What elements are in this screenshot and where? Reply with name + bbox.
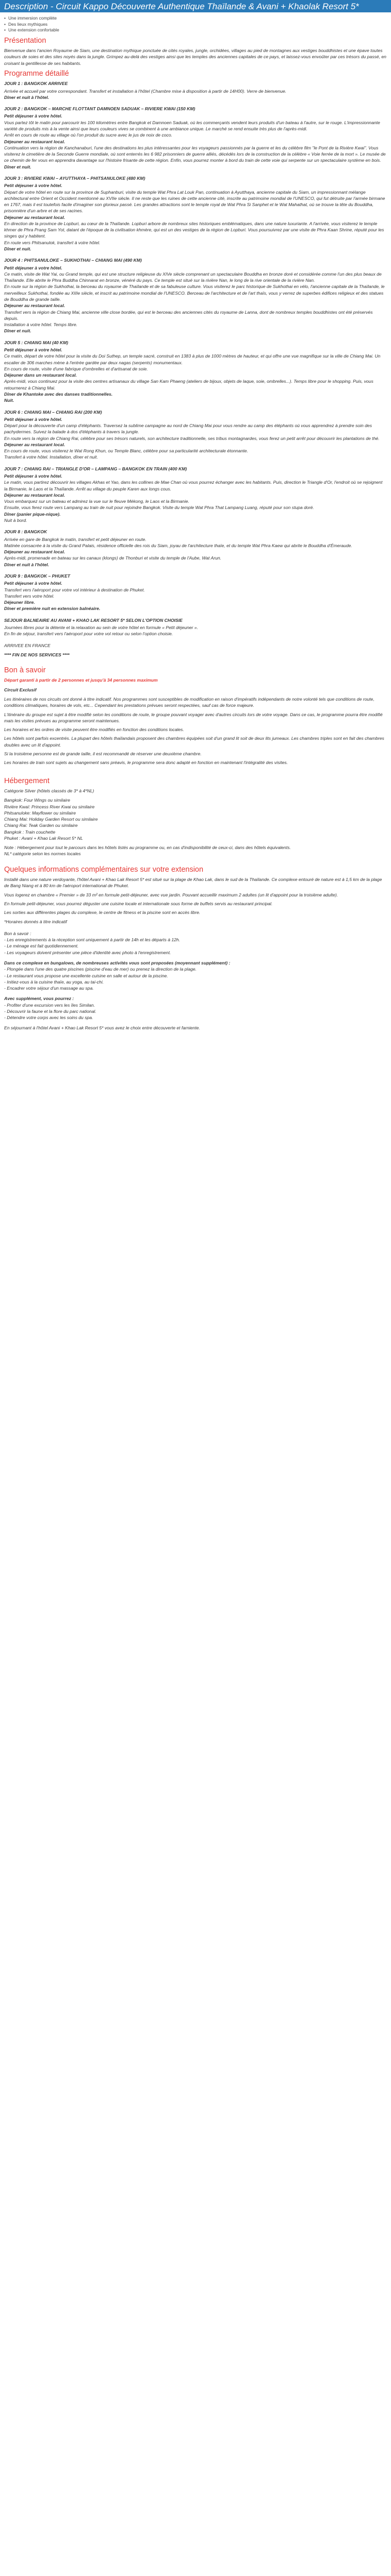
day-5 [4, 340, 387, 404]
page-title: Description - Circuit Kappo Découverte Authentique Thaïlande & Avani + Khaolak Resort 5* [0, 0, 391, 12]
spacer [0, 769, 391, 774]
day-line: Petit déjeuner à votre hôtel. [4, 473, 62, 479]
programme-content [0, 80, 391, 658]
day-line: Après-midi, promenade en bateau sur les canaux (klongs) de Thonburi et visite du temple de l'Aube, Wat Arun. [4, 555, 222, 561]
infos-para: En formule petit-déjeuner, vous pourrez déguster une cuisine locale et internationale sous forme de buffets servis au restaurant principal. [4, 901, 273, 906]
day-line: Petit déjeuner à votre hôtel. [4, 265, 62, 270]
infos-para: Vous logerez en chambre « Premier » de 33 m² en formule petit-déjeuner, avec vue jardin. Pouvant accueillir maximum 2 adultes (un lit d'appoint pour la troisième adulte). [4, 892, 338, 897]
hebergement-line: Phitsanuloke: Mayflower ou similaire [4, 810, 76, 816]
infos-avec-title: Avec supplément, vous pourrez : [4, 996, 74, 1002]
infos-para: Les sorties aux différentes plages du complexe, le centre de fitness et la piscine sont en accès libre. [4, 910, 201, 916]
day-line: Déjeuner au restaurant local. [4, 303, 65, 309]
day-title: JOUR 5 : CHIANG MAI (40 KM) [4, 340, 69, 345]
day-line: Transfert à votre hôtel. Installation, dîner et nuit. [4, 454, 98, 460]
bon-savoir-para: Si la troisième personne est de grande taille, il est recommandé de réserver une deuxième chambre. [4, 751, 202, 756]
list-item: - Les voyageurs doivent présenter une pièce d'identité avec photo à l'enregistrement. [4, 950, 171, 955]
day-line: Petit déjeuner à votre hôtel. [4, 113, 62, 119]
day-line: Départ de votre hôtel en route sur la province de Suphanburi, visite du temple Wat Phra Lat Louk Pan, continuation à Ayutthaya, ancienne capitale du Siam, un impressionnant mélange architectural entre Orient et Occident mentionné au XVIIe siècle. Il ne reste que les ruines de cette ancienne cité, inscrite au patrimoine mondial de l'UNESCO, qui fut détruite par l'armée birmane en 1767, mais il est toutefois facile d'imaginer son glorieux passé. Les grandes attractions sont le temple royal de Wat Phra Si Sanphet et le Wat Mahathat, où se trouve la tête du Bouddha, prisonnière d'un arbre et de ses racines. [4, 189, 385, 214]
day-title: JOUR 1 : BANGKOK ARRIVEE [4, 81, 68, 87]
day-line: Journées libres pour la détente et la relaxation au sein de votre hôtel en formule « Petit déjeuner ». [4, 624, 198, 630]
section-hebergement-title: Hébergement [4, 776, 50, 785]
hebergement-line: NL* catégorie selon les normes locales [4, 851, 81, 857]
day-line: Dîner et nuit. [4, 246, 31, 252]
bon-savoir-para: L'itinéraire du groupe est sujet à être modifié selon les conditions de route, le groupe pouvant voyager avec d'autres circuits lors de votre voyage. Dans ce cas, le programme pourra être modifié mais les visites prévues au programme seront maintenues. [4, 711, 383, 723]
list-item: - Les enregistrements à la réception sont uniquement à partir de 14h et les départs à 12h. [4, 937, 181, 943]
spacer [0, 658, 391, 663]
infos-option-title: Dans ce complexe en bungalows, de nombreuses activités vous sont proposées (moyennant supplément) : [4, 960, 231, 965]
day-line: En cours de route, visite d'une fabrique d'ombrelles et d'artisanat de soie. [4, 366, 148, 371]
day-line: Départ pour la découverte d'un camp d'éléphants. Traversez la sublime campagne au nord de Chiang Mai pour vous rendre au camp des éléphants où vous apprendrez à prendre soin des pachydermes. Suivez la balade à dos d'éléphants à travers la jungle. [4, 423, 372, 435]
day-3 [4, 175, 387, 252]
infos-closing: En séjournant à l'hôtel Avani + Khao Lak Resort 5* vous avez le choix entre découverte et farniente. [4, 1025, 200, 1031]
day-line: En route vers Phitsanulok, transfert à votre hôtel. [4, 240, 101, 245]
day-1 [4, 80, 387, 100]
day-2 [4, 106, 387, 170]
list-item: - Profiter d'une excursion vers les îles Similan. [4, 1002, 95, 1008]
intro-bullet: • Une immersion complète [4, 15, 387, 21]
day-line: En direction de la province de Lopburi, au cœur de la Thaïlande. Lopburi arbore de nombreux sites historiques emblématiques, dans une nature luxuriante. A l'arrivée, vous visiterez le temple khmer de Phra Prang Sam Yot, datant de l'époque de la civilisation khmère, qui est un des vestiges de la région de Lopburi. Vous poursuivrez par une visite de Phra Kaan Shrine, réputé pour les singes qui y habitent. [4, 221, 384, 239]
day-line: Après-midi, vous continuez pour la visite des centres artisanaux du village San Kam Phaeng (ateliers de bijoux, objets de laque, soie, ombrelles...). Temps libre pour le shopping. Puis, vous retournerez à Chiang Mai. [4, 379, 373, 391]
day-title: JOUR 8 : BANGKOK [4, 529, 47, 535]
day-line: Nuit. [4, 398, 14, 403]
presentation-content [0, 47, 391, 66]
day-line: Arrivée et accueil par votre correspondant. Transfert et installation à l'hôtel (Chambre mise à disposition à partir de 14H00). Verre de bienvenue. [4, 88, 287, 94]
day-line: Le matin, vous partirez découvrir les villages Akhas et Yao, dans les collines de Mae Chan où vous pourrez échanger avec les habitants. Puis, direction le Triangle d'Or, l'endroit où se rejoignent la Birmanie, le Laos et la Thaïlande. Arrêt au village du peuple Karen aux longs cous. [4, 480, 383, 492]
day-title: JOUR 2 : BANGKOK – MARCHE FLOTTANT DAMNOEN SADUAK – RIVIERE KWAI (150 KM) [4, 106, 196, 112]
bon-savoir-content [0, 677, 391, 766]
day-line: Matinée consacrée à la visite du Grand Palais, résidence officielle des rois du Siam, joyau de l'architecture thaïe, et du temple Wat Phra Kaew qui abrite le Bouddha d'Émeraude. [4, 543, 352, 548]
day-line: Ensuite, vous ferez route vers Lampang au train de nuit pour rejoindre Bangkok. Visite du temple Wat Phra That Lampang Luang, réputé pour son stupa doré. [4, 505, 314, 511]
infos-complementaires-content [0, 876, 391, 1031]
day-line: Petit déjeuner à votre hôtel. [4, 347, 62, 352]
bon-savoir-para: Les hôtels sont parfois excentrés. La plupart des hôtels thaïlandais proposent des chambres équipées soit d'un grand lit soit de deux lits jumeaux. Les chambres triples sont en fait des chambres doubles avec un lit d'appoint. [4, 736, 384, 748]
day-line: Déjeuner au restaurant local. [4, 549, 65, 555]
hebergement-line: Catégorie Silver (hôtels classés de 3* à 4*NL) [4, 788, 94, 793]
list-item: - Le restaurant vous propose une excellente cuisine en salle et autour de la piscine. [4, 973, 168, 978]
section-programme-title: Programme détaillé [4, 69, 69, 78]
day-line: Dîner et nuit. [4, 164, 31, 170]
day-8 [4, 529, 387, 568]
spacer [0, 857, 391, 862]
day-line: Vous partez tôt le matin pour parcourir les 100 kilomètres entre Bangkok et Damnoen Saduak, où les commerçants vendent leurs produits d'un bateau à l'autre, sur le rouge. L'impressionnante variété de produits mis à la vente ainsi que leurs couleurs vives se combinent à une ambiance unique. Le marché se rend ensuite très plus de l'après-midi. [4, 120, 380, 131]
list-item: - Encadrer votre séjour d'un massage au spa. [4, 986, 94, 991]
presentation-text: Bienvenue dans l'ancien Royaume de Siam, une destination mythique ponctuée de cités royales, jungle, orchidées, villages au pied de montagnes aux vestiges bouddhistes et une épave toutes couleurs de soies et des sites noyés dans la jungle. Grimpez au-delà des vestiges ainsi que les temples des anciennes capitales de ce pays, et laissez-vous envoûter par ces trésors du passé, en croisant la gentillesse de ses habitants. [4, 48, 386, 66]
section-infos-complementaires-title: Quelques informations complémentaires sur votre extension [4, 865, 204, 874]
day-line: Ce matin, départ de votre hôtel pour la visite du Doi Suthep, un temple sacré, construit en 1383 à plus de 1000 mètres de hauteur, et qui offre une vue magnifique sur la ville de Chiang Mai. Un escalier de 306 marches mène à l'entrée gardée par deux nagas (serpents) monumentaux. [4, 353, 381, 365]
section-bon-savoir-title: Bon à savoir [4, 666, 46, 675]
day-line: Petit déjeuner à votre hôtel. [4, 416, 62, 422]
day-line: Déjeuner au restaurant local. [4, 492, 65, 498]
section-presentation-title: Présentation [4, 36, 46, 45]
day-line: Transfert vers l'aéroport pour votre vol intérieur à destination de Phuket. [4, 587, 145, 592]
infos-option-list [4, 966, 387, 991]
list-item: - Le ménage est fait quotidiennement. [4, 943, 79, 949]
hebergement-content [0, 788, 391, 857]
list-item: - Plongée dans l'une des quatre piscines (piscine d'eau de mer) ou prenez la direction de la plage. [4, 967, 197, 972]
day-line: Déjeuner au restaurant local. [4, 214, 65, 220]
page [0, 0, 391, 1037]
bon-savoir-sub: Circuit Exclusif [4, 687, 37, 692]
hebergement-line: Bangkok : Train couchette [4, 829, 56, 835]
day-line: Nuit à bord. [4, 518, 27, 523]
day-line: Déjeuner dans un restaurant local. [4, 372, 77, 378]
day-line: Transfert vers votre hôtel. [4, 593, 55, 599]
day-line: Installation à votre hôtel. Temps libre. [4, 322, 78, 328]
bon-savoir-para: Les horaires et les ordres de visite peuvent être modifiés en fonction des conditions locales. [4, 727, 184, 733]
day-line: Transfert vers la région de Chiang Mai, ancienne ville close bordée, qui est le berceau des anciennes cités du royaume de Lanna, dont de nombreux temples bouddhistes ont été préservés depuis. [4, 309, 373, 321]
day-line: Continuation vers la région de Kanchanaburi, l'une des destinations les plus intéressantes pour les voyageurs passionnés par la guerre et les du célèbre film "le Pont de la Rivière Kwai". Vous visiterez le cimetière de la Seconde Guerre mondiale, où sont enterrés les 6 982 prisonniers de guerre alliés, décédés lors de la construction de la célèbre « Voie ferrée de la mort ». Le musée de ce chemin de fer vous en apprendra davantage sur l'histoire frisante de cette région. Enfin, vous pourrez monter à bord du train de cette voie qui serpente sur un spectaculaire système en bois. [4, 145, 386, 163]
day-line: Petit déjeuner à votre hôtel. [4, 183, 62, 189]
day-line: Dîner et nuit. [4, 328, 31, 334]
intro-bullet: • Des lieux mythiques [4, 22, 387, 27]
day-line: Vous embarquez sur un bateau et admirez la vue sur le fleuve Mékong, le Laos et la Birmanie. [4, 499, 189, 504]
bon-savoir-lead: Départ garanti à partir de 2 personnes et jusqu'à 34 personnes maximum [4, 677, 158, 683]
hebergement-line: Note : Hébergement pour tout le parcours dans les hôtels listés au programme ou, en cas d'indisponibilité de ceux-ci, dans des hôtels équivalents. [4, 845, 291, 851]
day-line: En route sur la région de Sukhothai, la berceau du royaume de Thaïlande et de sa fabuleuse culture. Vous visiterez le parc historique de Sukhothai en vélo, l'ancienne capitale de la Thaïlande, le merveilleux Sukhothai, fondée au XIIIe siècle, et inscrit au patrimoine mondial de l'UNESCO. Berceau de l'architecture et de l'art thaïs, vous y verrez de superbes édifices religieux et des statues de Bouddha de grande taille. [4, 284, 385, 302]
hebergement-line: Bangkok: Four Wings ou similaire [4, 798, 70, 803]
day-7 [4, 466, 387, 524]
day-line: Dîner (panier pique-nique). [4, 511, 61, 517]
arrival-line: ARRIVEE EN FRANCE [4, 642, 51, 648]
spacer [0, 1031, 391, 1037]
day-line: Dîner et nuit à l'hôtel. [4, 562, 50, 567]
day-6 [4, 409, 387, 461]
bon-savoir-para: Les itinéraires de nos circuits ont donné à titre indicatif. Nos programmes sont susceptibles de modification en raison d'impératifs indépendants de notre volonté tels que conditions de route, conditions climatiques, horaires de vols, etc... Cependant les prestations prévues seront respectées, sauf cas de force majeure. [4, 697, 374, 708]
day-line: Petit déjeuner à votre hôtel. [4, 581, 62, 586]
day-line: En fin de séjour, transfert vers l'aéroport pour votre vol retour ou selon l'option choisie. [4, 631, 173, 637]
day-line: Arrivée en gare de Bangkok le matin, transfert et petit déjeuner en route. [4, 536, 146, 542]
list-item: - Découvrir la faune et la flore du parc national. [4, 1008, 96, 1014]
infos-bon-savoir-title: Bon à savoir : [4, 930, 31, 936]
list-item: - Détendre votre corps avec les soins du spa. [4, 1015, 93, 1021]
day-line: En route vers la région de Chiang Rai, célèbre pour ses trésors naturels, son architecture traditionnelle, ses tribus montagnardes, vous ferez un petit arrêt pour découvrir les plantations de thé. [4, 435, 380, 441]
day-title: SEJOUR BALNEAIRE AU AVANI + KHAO LAK RESORT 5* SELON L'OPTION CHOISIE [4, 617, 183, 623]
hebergement-line: Chiang Mai: Holiday Garden Resort ou similaire [4, 817, 98, 822]
infos-para: *Horaires donnés à titre indicatif [4, 919, 67, 924]
day-line: Dîner de Khantoke avec des danses traditionnelles. [4, 391, 113, 397]
day-line: Dîner et nuit à l'hôtel. [4, 94, 50, 100]
day-title: JOUR 6 : CHIANG MAI – CHIANG RAI (200 KM) [4, 409, 102, 415]
infos-para: Installé dans une nature verdoyante, l'hôtel Avani + Khao Lak Resort 5* est situé sur la plage de Khao Lak, dans le sud de la Thaïlande. Ce complexe entouré de nature est à 1,5 km de la plage de Bang Niang et à 80 km de l'aéroport international de Phuket. [4, 877, 382, 889]
hebergement-line: Phuket : Avani + Khao Lak Resort 5* NL [4, 835, 83, 841]
intro-bullets [0, 12, 391, 33]
day-4 [4, 257, 387, 334]
day-line: Arrêt en cours de route au village où l'on produit du sucre avec le jus de noix de coco. [4, 132, 173, 138]
day-line: Déjeuner au restaurant local. [4, 139, 65, 144]
end-line: **** FIN DE NOS SERVICES **** [4, 652, 70, 657]
day-line: En cours de route, vous visiterez le Wat Rong Khun, ou Temple Blanc, célèbre pour sa particularité architecturale étonnante. [4, 448, 248, 454]
infos-bon-savoir-list [4, 937, 387, 956]
day-line: Dîner et première nuit en extension balnéaire. [4, 606, 101, 612]
day-title: JOUR 4 : PHITSANULOKE – SUKHOTHAI – CHIANG MAI (490 KM) [4, 258, 142, 263]
day-9 [4, 573, 387, 612]
day-title: JOUR 7 : CHIANG RAI – TRIANGLE D'OR – LAMPANG – BANGKOK EN TRAIN (400 KM) [4, 466, 187, 471]
day-title: JOUR 9 : BANGKOK – PHUKET [4, 573, 70, 579]
infos-avec-list [4, 1002, 387, 1021]
bon-savoir-para: Les horaires de train sont sujets au changement sans préavis, le programme sera donc adapté en fonction en maintenant l'intégralité des visites. [4, 760, 288, 766]
hebergement-line: Chiang Rai: Teak Garden ou similaire [4, 823, 78, 828]
day-title: JOUR 3 : RIVIERE KWAI – AYUTTHAYA – PHITSANULOKE (480 KM) [4, 175, 145, 181]
day-extension [4, 617, 387, 637]
intro-bullet: • Une extension confortable [4, 27, 387, 33]
list-item: - Initiez-vous à la cuisine thaïe, au yoga, au tai-chi. [4, 979, 104, 985]
day-line: Déjeuner libre. [4, 600, 35, 605]
hebergement-line: Rivière Kwaï: Princess River Kwai ou similaire [4, 804, 95, 809]
day-line: Ce matin, visite de Wat Yai, ou Grand temple, qui est une structure religieuse du XIVe siècle comprenant un spectaculaire Bouddha en bronze doré et considérée comme l'un des plus beaux de Thaïlande. Elle abrite le Phra Buddha Chinnarat en bronze, vénéré du pays. Ce temple est situé sur la rivière Nan, le long de la rive orientale de la rivière Nan. [4, 271, 382, 283]
day-line: Déjeuner au restaurant local. [4, 442, 65, 447]
